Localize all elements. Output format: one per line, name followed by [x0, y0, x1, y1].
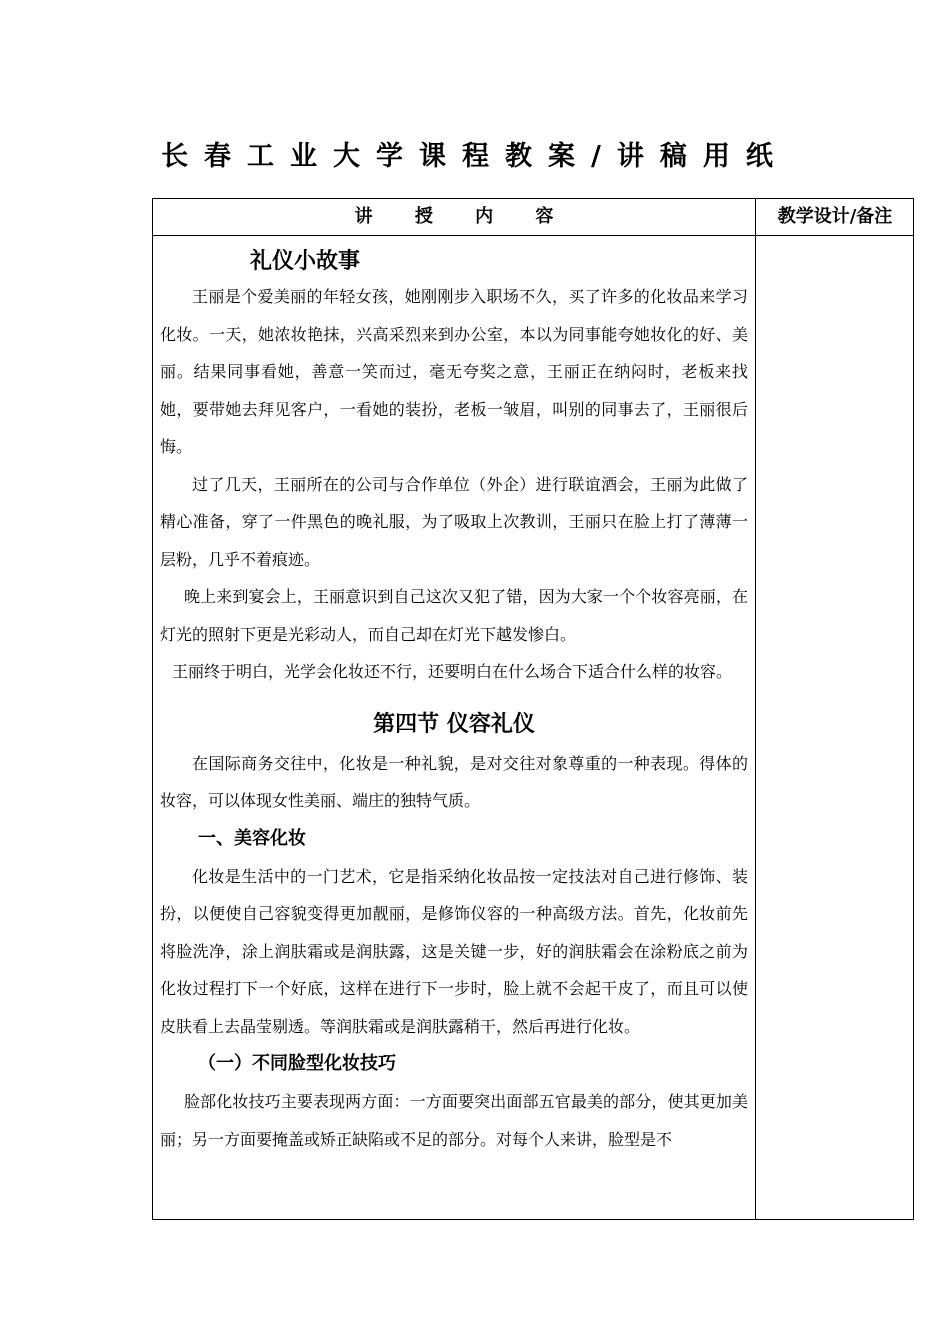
- lecture-content: [160, 236, 748, 1158]
- story-paragraph: 王丽终于明白，光学会化妆还不行，还要明白在什么场合下适合什么样的妆容。: [172, 662, 733, 681]
- story-paragraph: 过了几天，王丽所在的公司与合作单位（外企）进行联谊酒会，王丽为此做了精心准备，穿了一件黑色的晚礼服，为了吸取上次教训，王丽只在脸上打了薄薄一层粉，几乎不着痕迹。: [160, 474, 748, 569]
- header-teaching-notes: 教学设计/备注: [777, 206, 893, 227]
- part-paragraph: 化妆是生活中的一门艺术，它是指采纳化妆品按一定技法对自己进行修饰、装扮，以便使自己容貌变得更加靓丽，是修饰仪容的一种高级方法。首先，化妆前先将脸洗净，涂上润肤霜或是润肤露，这是关键一步，好的润肤霜会在涂粉底之前为化妆过程打下一个好底，这样在进行下一步时，脸上就不会起干皮了，而且可以使皮肤看上去晶莹剔透。等润肤霜或是润肤露稍干，然后再进行化妆。: [160, 866, 748, 1036]
- teaching-notes-column: [756, 236, 914, 1219]
- header-lecture-content: 讲 授 内 容: [354, 206, 554, 227]
- story-title: 礼仪小故事: [250, 249, 361, 274]
- part-title: 一、美容化妆: [198, 827, 306, 849]
- subpart-title: （一）不同脸型化妆技巧: [198, 1053, 396, 1074]
- story-paragraph: 王丽是个爱美丽的年轻女孩，她刚刚步入职场不久，买了许多的化妆品来学习化妆。一天，她浓妆艳抹，兴高采烈来到办公室，本以为同事能夸她妆化的好、美丽。结果同事看她，善意一笑而过，毫无夸奖之意，王丽正在纳闷时，老板来找她，要带她去拜见客户，一看她的装扮，老板一皱眉，叫别的同事去了，王丽很后悔。: [160, 287, 748, 456]
- page-title: 长春工业大学课程教案/讲稿用纸: [161, 141, 789, 172]
- section-intro: 在国际商务交往中，化妆是一种礼貌，是对交往对象尊重的一种表现。得体的妆容，可以体现女性美丽、端庄的独特气质。: [160, 753, 748, 810]
- story-paragraph: 晚上来到宴会上，王丽意识到自己这次又犯了错，因为大家一个个妆容亮丽，在灯光的照射下更是光彩动人，而自己却在灯光下越发惨白。: [160, 587, 748, 644]
- lesson-table: [152, 198, 914, 1220]
- section-title: 第四节 仪容礼仪: [373, 711, 535, 737]
- subpart-paragraph: 脸部化妆技巧主要表现两方面：一方面要突出面部五官最美的部分，使其更加美丽；另一方面要掩盖或矫正缺陷或不足的部分。对每个人来讲，脸型是不: [160, 1092, 748, 1149]
